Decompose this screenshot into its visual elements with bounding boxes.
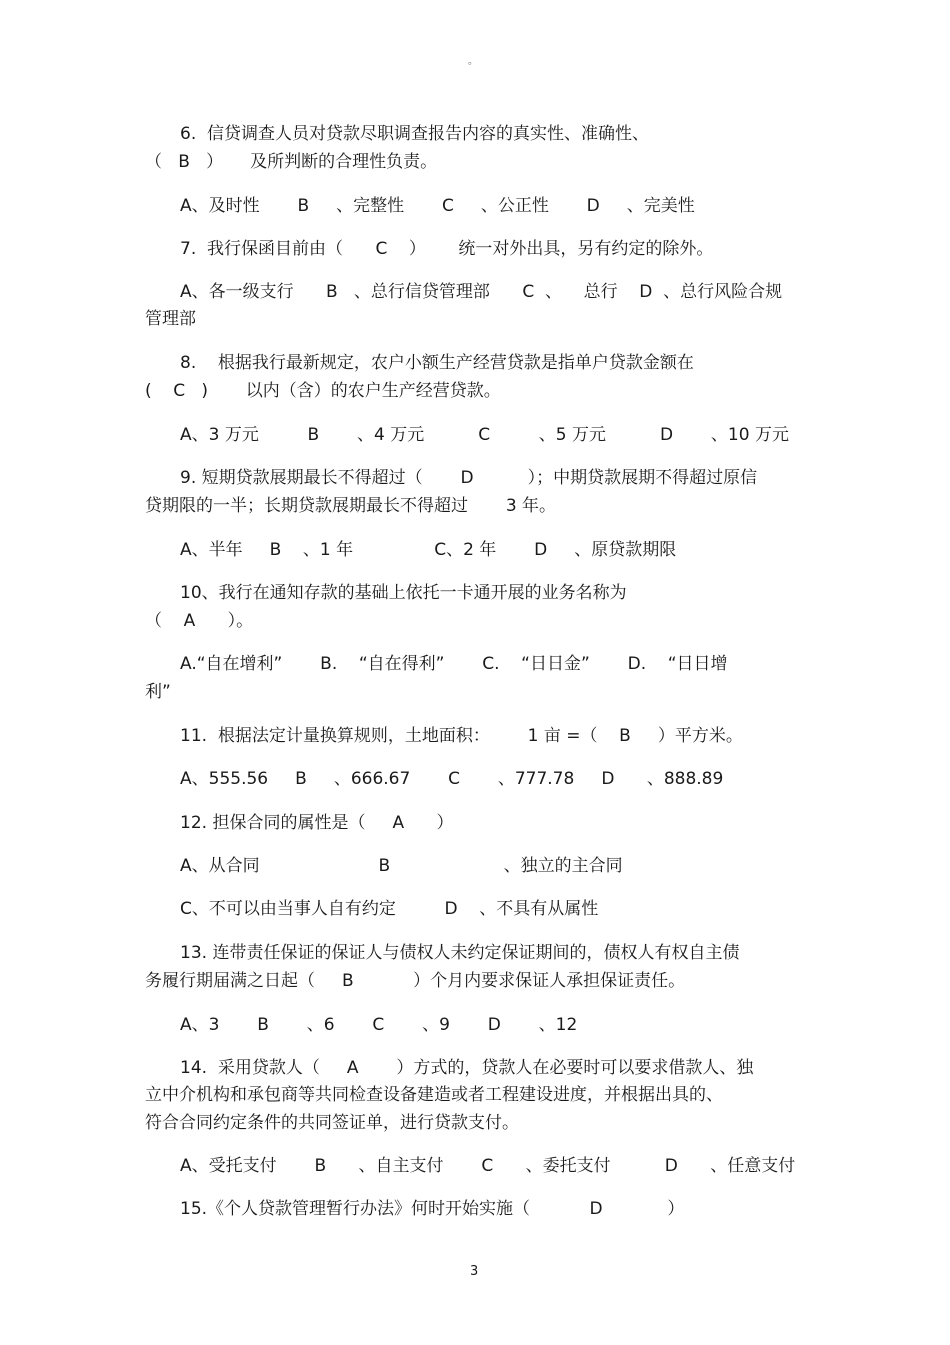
q14-stem-cont-2: 符合合同约定条件的共同签证单，进行贷款支付。 xyxy=(145,1113,519,1133)
q6-stem-cont: （ B ） 及所判断的合理性负责。 xyxy=(145,152,438,172)
q14-options: A、受托支付 B 、自主支付 C 、委托支付 D 、任意支付 xyxy=(180,1156,796,1176)
q13-stem-cont: 务履行期届满之日起（ B ）个月内要求保证人承担保证责任。 xyxy=(145,971,686,991)
q8-stem-cont: ( C ) 以内（含）的农户生产经营贷款。 xyxy=(145,381,501,401)
q8-options: A、3 万元 B 、4 万元 C 、5 万元 D 、10 万元 xyxy=(180,425,789,445)
q9-options: A、半年 B 、1 年 C、2 年 D 、原贷款期限 xyxy=(180,540,677,560)
q11-stem: 11. 根据法定计量换算规则，土地面积： 1 亩 =（ B ）平方米。 xyxy=(180,726,743,746)
q9-stem-cont: 贷期限的一半；长期贷款展期最长不得超过 3 年。 xyxy=(145,496,557,516)
q13-stem: 13. 连带责任保证的保证人与债权人未约定保证期间的，债权人有权自主债 xyxy=(180,943,740,963)
header-mark: 。 xyxy=(468,56,478,67)
q10-options: A.“自在增利” B. “自在得利” C. “日日金” D. “日日增 xyxy=(180,654,728,674)
q6-stem: 6. 信贷调查人员对贷款尽职调查报告内容的真实性、准确性、 xyxy=(180,124,650,144)
q7-stem: 7. 我行保函目前由（ C ） 统一对外出具，另有约定的除外。 xyxy=(180,239,714,259)
q7-options: A、各一级支行 B 、总行信贷管理部 C 、 总行 D 、总行风险合规 xyxy=(180,282,783,302)
q11-options: A、555.56 B 、666.67 C 、777.78 D 、888.89 xyxy=(180,769,724,789)
q6-options: A、及时性 B 、完整性 C 、公正性 D 、完美性 xyxy=(180,196,695,216)
q12-options-cd: C、不可以由当事人自有约定 D 、不具有从属性 xyxy=(180,899,599,919)
q9-stem: 9. 短期贷款展期最长不得超过（ D ）；中期贷款展期不得超过原信 xyxy=(180,468,758,488)
q10-stem: 10、我行在通知存款的基础上依托一卡通开展的业务名称为 xyxy=(180,583,627,603)
q15-stem: 15.《个人贷款管理暂行办法》何时开始实施（ D ） xyxy=(180,1199,685,1219)
q14-stem: 14. 采用贷款人（ A ）方式的，贷款人在必要时可以要求借款人、独 xyxy=(180,1058,754,1078)
q12-stem: 12. 担保合同的属性是（ A ） xyxy=(180,813,454,833)
q13-options: A、3 B 、6 C 、9 D 、12 xyxy=(180,1015,578,1035)
q7-options-cont: 管理部 xyxy=(145,309,196,329)
q8-stem: 8. 根据我行最新规定，农户小额生产经营贷款是指单户贷款金额在 xyxy=(180,353,694,373)
q14-stem-cont-1: 立中介机构和承包商等共同检查设备建造或者工程建设进度，并根据出具的、 xyxy=(145,1085,723,1105)
q10-options-cont: 利” xyxy=(145,682,171,702)
q12-options-ab: A、从合同 B 、独立的主合同 xyxy=(180,856,623,876)
page-number: 3 xyxy=(470,1264,479,1279)
q10-stem-cont: （ A ）。 xyxy=(145,611,254,631)
